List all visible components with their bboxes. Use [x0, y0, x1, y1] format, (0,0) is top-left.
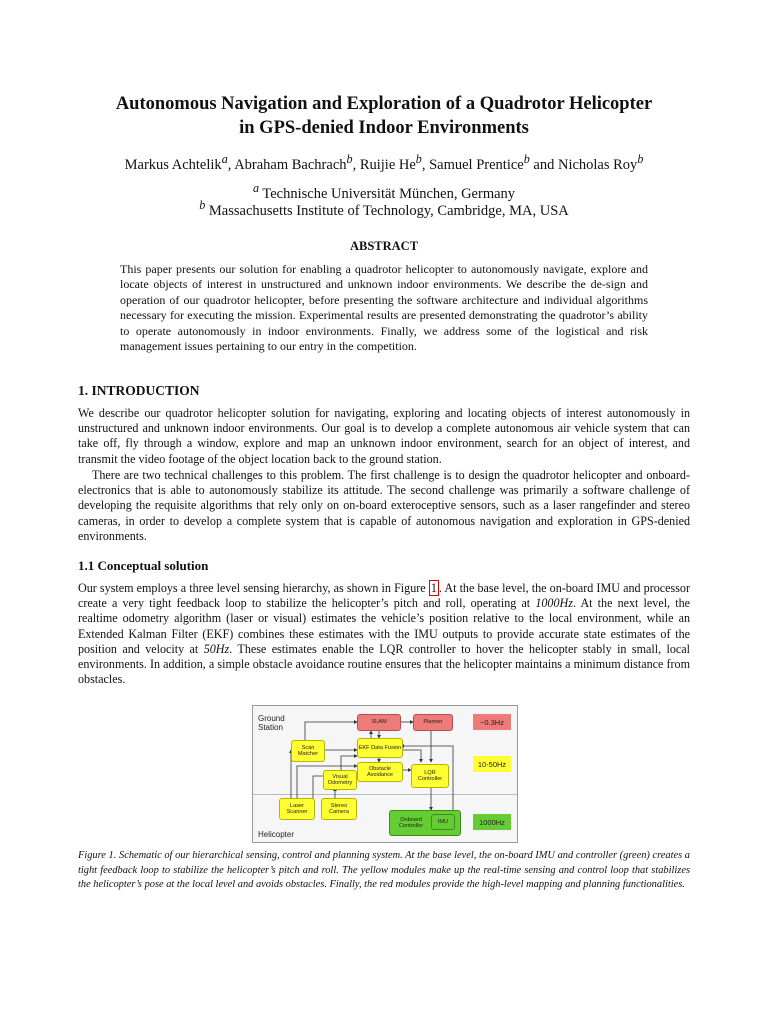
author-sup: b [523, 152, 530, 166]
author-name: Samuel Prentice [429, 156, 524, 173]
author-name: Markus Achtelik [124, 156, 222, 173]
author-sup: b [346, 152, 353, 166]
rate-label-green: 1000Hz [473, 814, 511, 830]
author-name: Ruijie He [359, 156, 416, 173]
author-name: Abraham Bachrach [234, 156, 347, 173]
intro-paragraph-2: There are two technical challenges to this problem. The first challenge is to design the quadrotor helicopter and onboard-electronics that is able to autonomously stabilize its attitude. The second challenge was primarily a software challenge of developing the requisite algorithms that rely only on on-board exteroceptive sensors, such as a laser rangefinder and stereo cameras, in order to develop a complete system that is capable of autonomous navigation and exploration in GPS-denied environments. [78, 468, 690, 543]
affiliation-sup: b [199, 198, 206, 212]
lqr-controller-node: LQR Controller [411, 764, 449, 788]
math-rate-1000hz: 1000Hz [535, 596, 573, 611]
author-sup: a [221, 152, 228, 166]
title-line-1: Autonomous Navigation and Exploration of a Quadrotor Helicopter [115, 94, 653, 114]
author-sup: b [637, 152, 644, 166]
abstract-heading: ABSTRACT [349, 239, 419, 253]
concept-text-d: . These estimates enable the LQR controller to hover the helicopter stably in small, local environments. In addition, a simple obstacle avoidance routine ensures that the helicopter maintains a minimum distance from obstacles. [78, 641, 690, 687]
visual-odometry-node: Visual Odometry [323, 770, 357, 790]
concept-text-b: . At the base level, the on-board IMU and processor create a very tight feedback loop to stabilize the helicopter’s pitch and roll, operating at [78, 581, 691, 611]
math-rate-50hz: 50Hz [203, 641, 230, 656]
concept-paragraph [78, 581, 690, 687]
imu-node: IMU [431, 814, 455, 830]
affiliation-sup: a [252, 181, 259, 195]
helicopter-label: Helicopter [258, 830, 295, 839]
concept-text-a: Our system employs a three level sensing hierarchy, as shown in Figure [78, 581, 426, 595]
paper-title [60, 92, 708, 140]
concept-text-c: . At the next level, the realtime odometry algorithm (laser or visual) estimates the vehicle’s position relative to the local environment, while an Extended Kalman Filter (EKF) combines these estimates with the IMU outputs to provide accurate state estimates of the position and velocity at [78, 596, 690, 656]
author-name: Nicholas Roy [557, 156, 638, 173]
affiliation-text: Technische Universität München, Germany [262, 185, 516, 202]
affiliation-b [60, 198, 708, 220]
rate-label-red: ~0.3Hz [473, 714, 511, 730]
figure-ref-link[interactable]: 1 [430, 581, 437, 595]
ground-station-label: Ground Station [258, 714, 285, 732]
section-heading-introduction: 1. INTRODUCTION [78, 383, 200, 398]
affiliation-text: Massachusetts Institute of Technology, Cambridge, MA, USA [208, 202, 569, 219]
abstract-text: This paper presents our solution for enabling a quadrotor helicopter to autonomously navigate, explore and locate objects of interest in unstructured and unknown indoor environments. We describe the de-sign and operation of our quadrotor helicopter, before presenting the software architecture and individual algorithms necessary for executing the mission. Experimental results are presented demonstrating the quadrotor’s ability to operate autonomously in indoor environments. Finally, we address some of the logistical and risk management issues pertaining to our entry in the competition. [120, 262, 648, 354]
author-sup: b [415, 152, 422, 166]
laser-scanner-node: Laser Scanner [279, 798, 315, 820]
figure-1-diagram [252, 705, 518, 843]
scan-matcher-node: Scan Matcher [291, 740, 325, 762]
planner-node: Planner [413, 714, 453, 731]
obstacle-avoidance-node: Obstacle Avoidance [357, 762, 403, 782]
ekf-data-fusion-node: EKF Data Fusion [357, 738, 403, 758]
subsection-heading: 1.1 Conceptual solution [78, 558, 209, 573]
figure-1-caption: Figure 1. Schematic of our hierarchical sensing, control and planning system. At the base level, the on-board IMU and controller (green) creates a tight feedback loop to stabilize the helicopter’s pitch and roll. The yellow modules make up the real-time sensing and control loop that stabilizes the helicopter’s pose at the local level and avoids obstacles. Finally, the red modules provide the high-level mapping and planning functionalities. [78, 850, 690, 890]
slam-node: SLAM [357, 714, 401, 731]
rate-label-yellow: 10-50Hz [473, 756, 511, 772]
onboard-controller-node: Onboard Controller [391, 812, 431, 834]
intro-paragraph-1: We describe our quadrotor helicopter solution for navigating, exploring and locating objects of interest autonomously in unstructured and unknown indoor environments. Our goal is to develop a complete autonomous air vehicle system that can take off, fly through a window, explore and map an unknown indoor environment, search for an object of interest, and transmit the video footage of the object location back to the ground station. [78, 406, 690, 466]
title-line-2: in GPS-denied Indoor Environments [239, 118, 529, 138]
author-list: Markus Achtelik$^a$, Abraham Bachrach$^b$, Ruijie He$^b$, Samuel Prentice$^b$ and Nicholas Roy$^b$ [124, 152, 644, 173]
stereo-camera-node: Stereo Camera [321, 798, 357, 820]
